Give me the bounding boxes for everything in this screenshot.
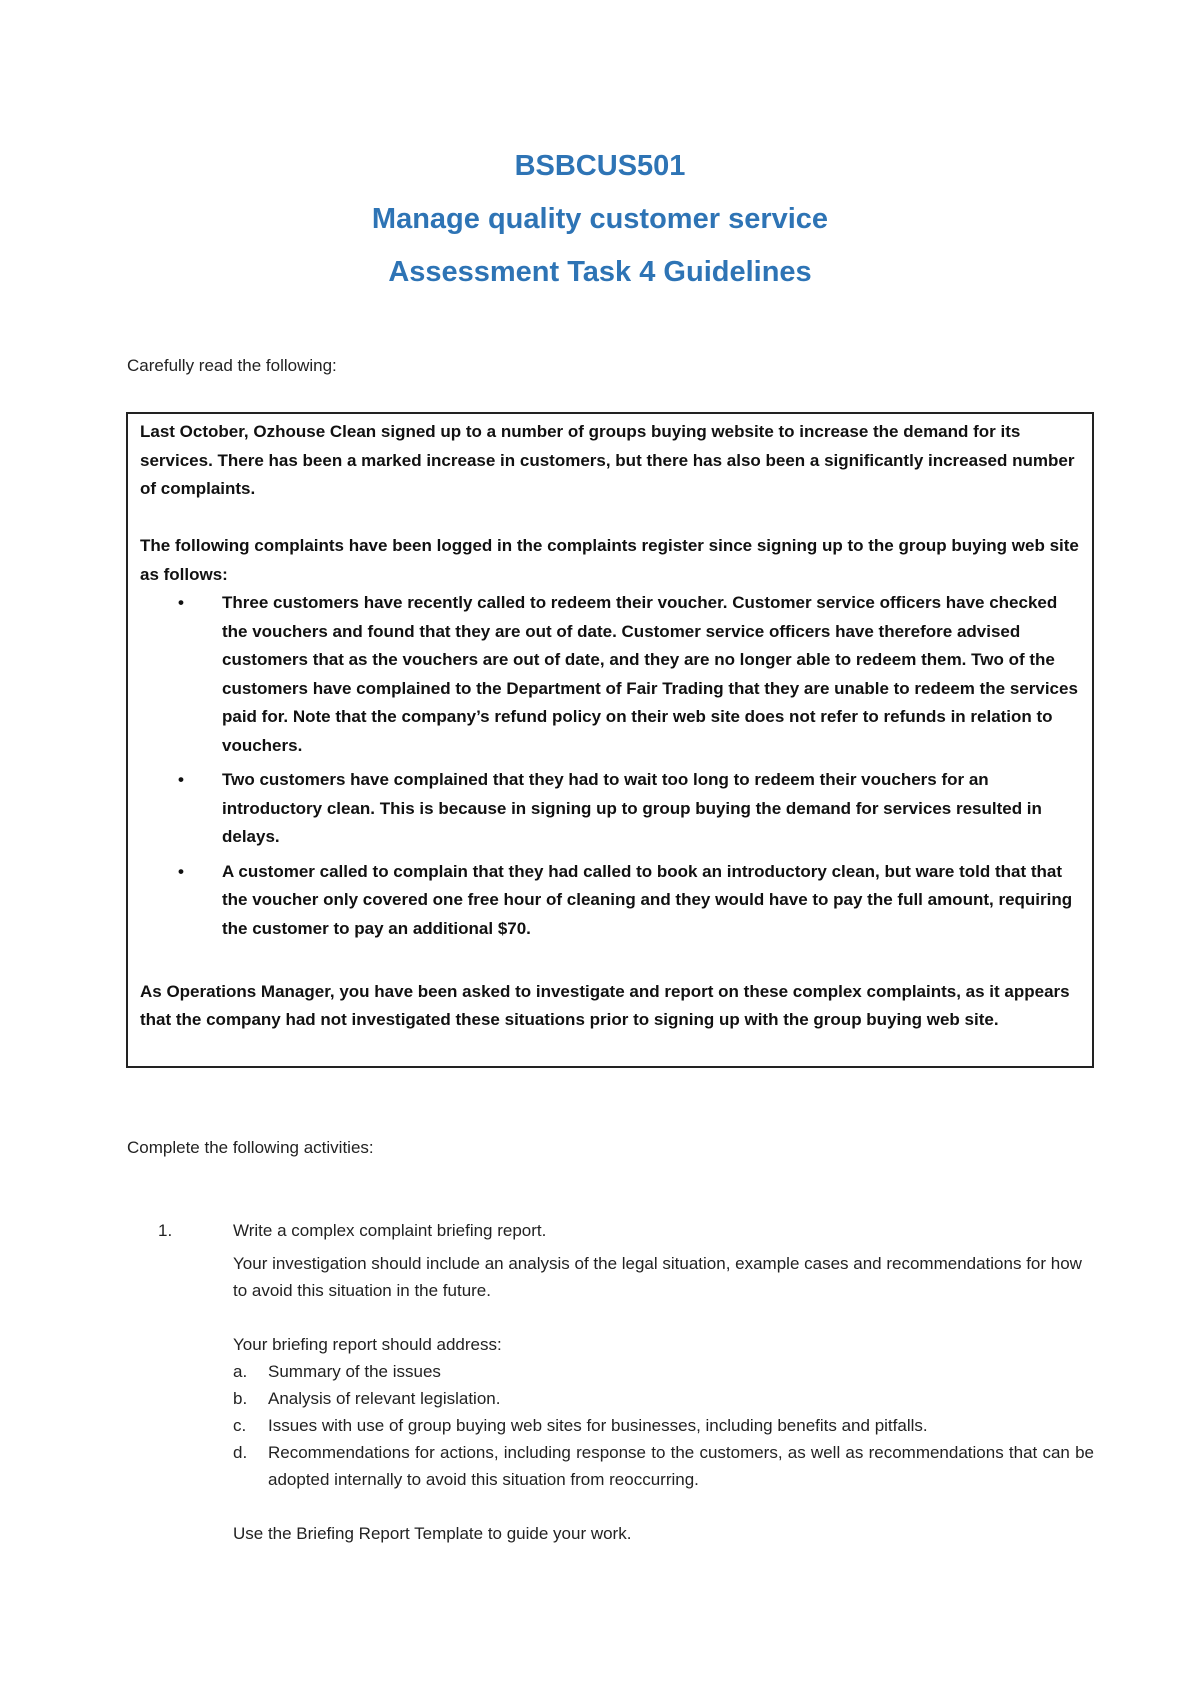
item-text: Issues with use of group buying web sites for businesses, including benefits and pitfalls. <box>268 1416 928 1435</box>
scenario-paragraph-2: The following complaints have been logged in the complaints register since signing up to the group buying web site as follows: <box>140 536 1079 584</box>
template-note: Use the Briefing Report Template to guide your work. <box>233 1524 632 1543</box>
item-text: Recommendations for actions, including response to the customers, as well as recommendations that can be adopted internally to avoid this situation from reoccurring. <box>268 1443 1094 1489</box>
bullet-icon: • <box>178 593 184 612</box>
item-letter: d. <box>233 1443 248 1462</box>
address-item <box>233 1439 1094 1493</box>
unit-code: BSBCUS501 <box>514 150 686 182</box>
complaints-list <box>140 589 1080 943</box>
activity-title: Write a complex complaint briefing report. <box>233 1221 547 1240</box>
task-title: Assessment Task 4 Guidelines <box>388 256 812 288</box>
bullet-icon: • <box>178 770 184 789</box>
item-letter: a. <box>233 1362 248 1381</box>
complaint-text: A customer called to complain that they had called to book an introductory clean, but ware told that that the voucher only covered one free hour of cleaning and they would have to pay the full amount, requiring the customer to pay an additional $70. <box>222 861 1073 938</box>
scenario-paragraph-1: Last October, Ozhouse Clean signed up to a number of groups buying website to increase the demand for its services. There has been a marked increase in customers, but there has also been a significantly increased number of complaints. <box>140 422 1075 498</box>
complaint-text: Three customers have recently called to redeem their voucher. Customer service officers have checked the vouchers and found that they are out of date. Customer service officers have therefore advised customers that as the vouchers are out of date, and they are no longer able to redeem them. Two of the customers have complained to the Department of Fair Trading that they are unable to redeem the services paid for. Note that the company’s refund policy on their web site does not refer to refunds in relation to vouchers. <box>222 593 1078 755</box>
complaint-item <box>140 589 1080 760</box>
address-item <box>233 1412 1094 1439</box>
scenario-box <box>126 412 1094 1068</box>
item-letter: b. <box>233 1389 248 1408</box>
unit-title: Manage quality customer service <box>371 203 829 235</box>
address-intro: Your briefing report should address: <box>233 1335 502 1354</box>
item-letter: c. <box>233 1416 247 1435</box>
activity-description: Your investigation should include an analysis of the legal situation, example cases and recommendations for how to avoid this situation in the future. <box>233 1254 1082 1300</box>
activities-intro: Complete the following activities: <box>127 1138 374 1157</box>
title-block <box>0 140 1200 299</box>
address-list <box>233 1358 1094 1493</box>
activity-1 <box>158 1217 1094 1547</box>
activity-number: 1. <box>158 1221 173 1240</box>
complaint-text: Two customers have complained that they had to wait too long to redeem their vouchers for an introductory clean. This is because in signing up to group buying the demand for services resulted in delays. <box>222 770 1042 846</box>
item-text: Summary of the issues <box>268 1362 441 1381</box>
address-item <box>233 1385 1094 1412</box>
intro-text: Carefully read the following: <box>127 356 337 375</box>
bullet-icon: • <box>178 861 184 881</box>
item-text: Analysis of relevant legislation. <box>268 1389 501 1408</box>
complaint-item <box>140 858 1080 944</box>
scenario-paragraph-3: As Operations Manager, you have been asked to investigate and report on these complex complaints, as it appears that the company had not investigated these situations prior to signing up with the group buying web site. <box>140 981 1070 1029</box>
complaint-item <box>140 766 1080 852</box>
address-item <box>233 1358 1094 1385</box>
